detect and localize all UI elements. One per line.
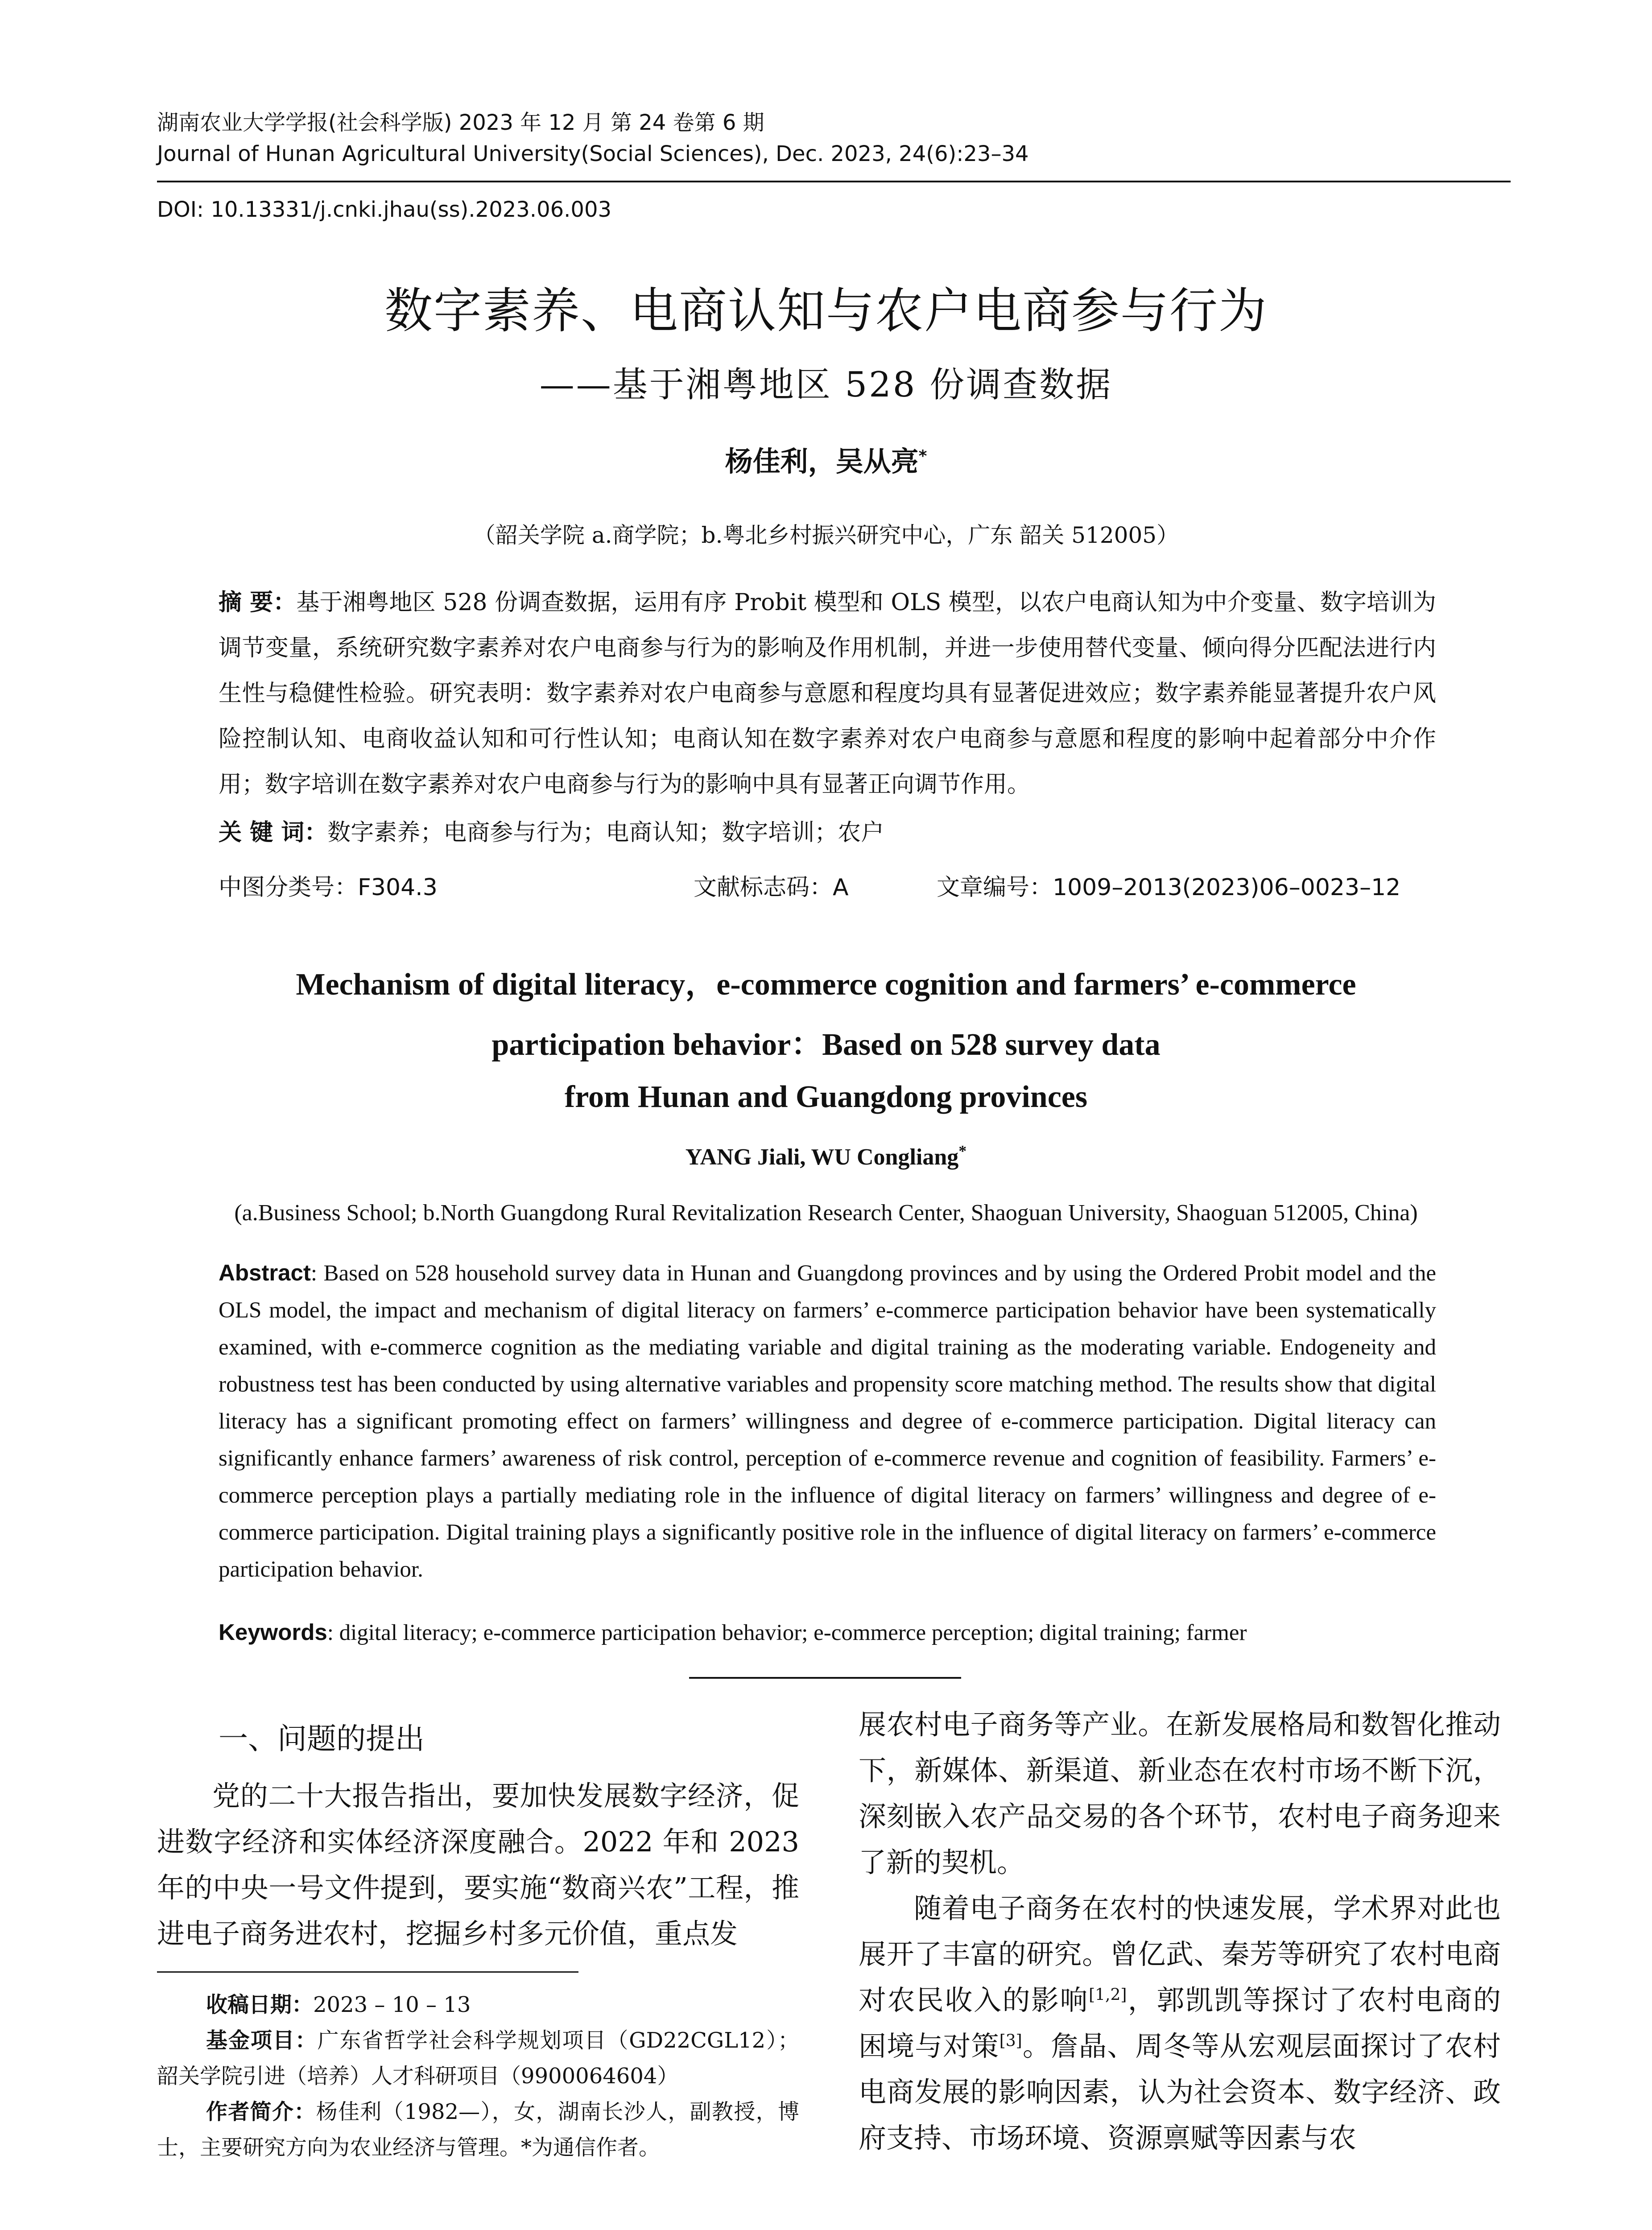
footnote-fund-label: 基金项目： (206, 2028, 318, 2053)
authors-en (0, 1144, 1652, 1170)
doi: DOI: 10.13331/j.cnki.jhau(ss).2023.06.003 (157, 197, 612, 222)
citation-3[interactable]: [3] (999, 2032, 1022, 2050)
abstract-cn-text: 基于湘粤地区 528 份调查数据，运用有序 Probit 模型和 OLS 模型，以农户电商认知为中介变量、数字培训为调节变量，系统研究数字素养对农户电商参与行为的影响及作用机制，并进一步使用替代变量、倾向得分匹配法进行内生性与稳健性检验。研究表明：数字素养对农户电商参与意愿和程度均具有显著促进效应；数字素养能显著提升农户风险控制认知、电商收益认知和可行性认知；电商认知在数字素养对农户电商参与意愿和程度的影响中起着部分中介作用；数字培训在数字素养对农户电商参与行为的影响中具有显著正向调节作用。 (219, 589, 1436, 798)
article-number: 文章编号：1009–2013(2023)06–0023–12 (937, 874, 1401, 901)
footnote-bio-text: 杨佳利（1982—），女，湖南长沙人，副教授，博士，主要研究方向为农业经济与管理。*为通信作者。 (157, 2099, 799, 2160)
corresponding-mark: * (918, 447, 927, 466)
keywords-en-label: Keywords (219, 1619, 327, 1645)
footnote-bio-label: 作者简介： (206, 2099, 316, 2124)
section-heading: 一、问题的提出 (219, 1722, 425, 1756)
keywords-cn (219, 817, 884, 848)
abstract-en-label: Abstract (219, 1260, 311, 1285)
keywords-en (219, 1617, 1436, 1648)
body-right-paragraph-2-part-b: ，郭凯凯等探讨了农村电商的困境与对策 (859, 1984, 1501, 2062)
body-right-paragraph-2-part-a: 随着电子商务在农村的快速发展，学术界对此也展开了丰富的研究。曾亿武、秦芳等研究了农村电商对农民收入的影响 (859, 1892, 1501, 2016)
paper-title-en-line-3: from Hunan and Guangdong provinces (564, 1080, 1088, 1114)
body-right-paragraph-2 (859, 1885, 1501, 2161)
authors-cn (0, 439, 1652, 479)
paper-title-en-line-2: participation behavior：Based on 528 survey data (491, 1028, 1161, 1062)
keywords-cn-label: 关 键 词： (219, 819, 328, 846)
corresponding-mark-en: * (958, 1142, 967, 1160)
abstract-cn-label: 摘 要： (219, 589, 297, 616)
paper-title-cn: 数字素养、电商认知与农户电商参与行为 (384, 283, 1268, 339)
affiliation-en: (a.Business School; b.North Guangdong Rural Revitalization Research Center, Shaoguan University, Shaoguan 512005, China) (234, 1200, 1418, 1226)
footnote-bio (157, 2094, 799, 2165)
document-code: 文献标志码：A (694, 874, 849, 901)
clc-number: 中图分类号：F304.3 (219, 874, 438, 901)
keywords-cn-text: 数字素养；电商参与行为；电商认知；数字培训；农户 (327, 819, 884, 846)
body-right-paragraph-2-part-c: 。詹晶、周冬等从宏观层面探讨了农村电商发展的影响因素，认为社会资本、数字经济、政府支持、市场环境、资源禀赋等因素与农 (859, 2030, 1501, 2154)
keywords-en-text: : digital literacy; e-commerce participation behavior; e-commerce perception; digital training; farmer (327, 1620, 1247, 1645)
affiliation-cn: （韶关学院 a.商学院；b.粤北乡村振兴研究中心，广东 韶关 512005） (473, 522, 1179, 548)
footnote-received-label: 收稿日期： (206, 1992, 314, 2017)
body-right-paragraph-1: 展农村电子商务等产业。在新发展格局和数智化推动下，新媒体、新渠道、新业态在农村市场不断下沉，深刻嵌入农产品交易的各个环节，农村电子商务迎来了新的契机。 (859, 1708, 1501, 1879)
footnote-fund (157, 2023, 799, 2094)
authors-en-names: YANG Jiali, WU Congliang (685, 1144, 959, 1170)
journal-header-cn: 湖南农业大学学报(社会科学版) 2023 年 12 月 第 24 卷第 6 期 (157, 110, 764, 135)
paper-title-en-line-1: Mechanism of digital literacy，e-commerce cognition and farmers’ e-commerce (296, 967, 1356, 1002)
footnote-received-date: 2023 – 10 – 13 (313, 1992, 471, 2017)
footnote (157, 1987, 799, 2165)
citation-1-2[interactable]: [1,2] (1089, 1986, 1127, 2004)
footnote-rule (157, 1971, 578, 1973)
section-divider (689, 1677, 961, 1679)
footnote-received (157, 1987, 799, 2023)
header-rule (157, 181, 1511, 182)
abstract-en (219, 1254, 1436, 1588)
journal-header-en: Journal of Hunan Agricultural University(Social Sciences), Dec. 2023, 24(6):23–34 (157, 141, 1029, 166)
abstract-cn (219, 580, 1436, 807)
paper-subtitle-cn: ——基于湘粤地区 528 份调查数据 (539, 365, 1113, 405)
abstract-en-text: : Based on 528 household survey data in Hunan and Guangdong provinces and by using the Ordered Probit model and the OLS model, the impact and mechanism of digital literacy on farmers’ e-commerce participation behavior have been systematically examined, with e-commerce cognition as the mediating variable and digital training as the moderating variable. Endogeneity and robustness test has been conducted by using alternative variables and propensity score matching method. The results show that digital literacy has a significant promoting effect on farmers’ willingness and degree of e-commerce participation. Digital literacy can significantly enhance farmers’ awareness of risk control, perception of e-commerce revenue and cognition of feasibility. Farmers’ e-commerce perception plays a partially mediating role in the influence of digital literacy on farmers’ willingness and degree of e-commerce participation. Digital training plays a significantly positive role in the influence of digital literacy on farmers’ e-commerce participation behavior. (219, 1261, 1436, 1582)
footnote-fund-text: 广东省哲学社会科学规划项目（GD22CGL12）；韶关学院引进（培养）人才科研项目（9900064604） (157, 2028, 799, 2089)
authors-cn-names: 杨佳利，吴从亮 (725, 445, 919, 478)
body-left-paragraph: 党的二十大报告指出，要加快发展数字经济，促进数字经济和实体经济深度融合。2022 年和 2023 年的中央一号文件提到，要实施“数商兴农”工程，推进电子商务进农村，挖掘乡村多元价值，重点发 (157, 1780, 799, 1950)
body-right-column (859, 1701, 1501, 2161)
